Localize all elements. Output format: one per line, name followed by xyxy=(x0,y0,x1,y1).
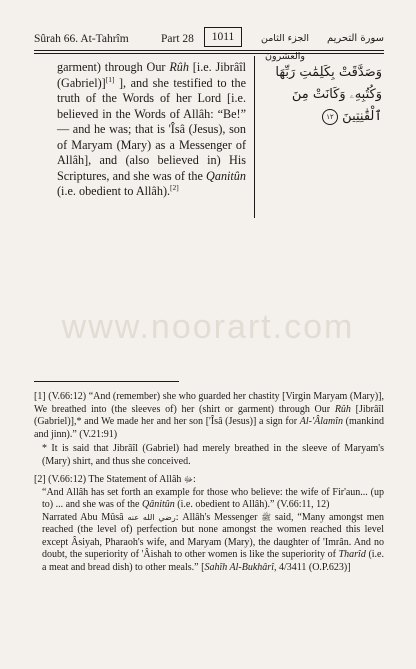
translation-line: (i.e. obedient to Allâh). xyxy=(57,184,171,198)
footnotes xyxy=(34,391,384,574)
header-arabic-surah: سورة التحريم xyxy=(326,33,384,44)
footnote-verse-ref: (V.66:12) xyxy=(48,391,87,402)
footnote-text: The Statement of Allâh xyxy=(86,474,184,485)
translation-text xyxy=(57,60,246,200)
footnote-2-heading xyxy=(34,474,384,487)
footnote-2-hadith xyxy=(34,512,384,575)
footnote-text: : Allâh's Messenger xyxy=(175,511,262,523)
footnote-text: [Jibrâîl (Gabriel)],* and We made her and her son ['Îsâ (Jesus)] a sign for xyxy=(34,403,384,427)
header-rule-top xyxy=(34,50,384,51)
honorific-icon: رضي الله عنه xyxy=(127,512,176,522)
honorific-icon: ﷺ xyxy=(261,512,272,522)
footnote-ruh: Rûh xyxy=(334,403,351,415)
arabic-verse-text: وَصَدَّقَتْ بِكَلِمَٰتِ رَبِّهَا وَكُتُبِهِۦ وَكَانَتْ مِنَ ٱلْقَٰنِتِينَ xyxy=(275,65,382,124)
watermark: www.noorart.com xyxy=(61,308,355,346)
arabic-verse xyxy=(258,62,382,128)
footnote-1-star-note: * It is said that Jibrâîl (Gabriel) had merely breathed in the sleeve of Maryam's (Mary) shirt, and thus she conceived. xyxy=(42,443,384,467)
honorific-icon: ﷻ xyxy=(183,475,193,484)
page-number-box: 1011 xyxy=(204,27,242,47)
footnote-text: : xyxy=(192,474,196,485)
translation-line: garment) through Our xyxy=(57,60,170,74)
footnote-label: [1] xyxy=(34,391,46,402)
header-part: Part 28 xyxy=(161,33,194,45)
column-divider xyxy=(254,56,255,218)
page-header xyxy=(34,30,384,62)
footnote-text: Narrated Abu Mûsâ xyxy=(42,511,128,523)
footnote-text: (i.e. a meat and bread dish) to other meals.” [ xyxy=(42,549,384,573)
footnote-ref-2[interactable]: [2] xyxy=(170,182,179,192)
footnote-2-quote xyxy=(34,487,384,512)
footnote-1 xyxy=(34,391,384,441)
footnote-text: said, “Many amongst men reached (the level of) perfection but none amongst the women reached this level except Âsiyah, Pharaoh's wife, and Maryam (Mary), the daughter of 'Imrân. And no doubt, the superiority of 'Âishah to other women is like the superiority of xyxy=(42,511,385,560)
footnote-sahih: Sahîh Al-Bukhârî xyxy=(204,561,274,573)
footnote-text: , 4/3411 (O.P.623)] xyxy=(273,561,351,573)
footnote-tharid: Tharîd xyxy=(338,549,366,560)
footnote-verse-ref: (V.66:12) xyxy=(48,474,87,485)
header-rule-bottom xyxy=(34,53,384,54)
footnote-text: “And Allâh has set forth an example for those who believe: the wife of Fir'aun... (up to) ... and she was of the xyxy=(42,486,384,510)
translation-ruh: Rûh xyxy=(169,60,189,74)
footnote-ref-1[interactable]: [1] xyxy=(105,74,115,84)
translation-qanitun: Qanitûn xyxy=(206,168,246,183)
footnote-qanitun: Qânitûn xyxy=(141,499,175,510)
footnote-label: [2] xyxy=(34,474,46,485)
footnote-divider xyxy=(34,381,179,382)
footnote-text: (mankind and jinn).” (V.21:91) xyxy=(34,416,384,440)
footnote-text: (i.e. obedient to Allâh).” (V.66:11, 12) xyxy=(174,499,330,510)
footnote-text: “And (remember) she who guarded her chastity [Virgin Maryam (Mary)], We breathed into (the sleeves of) her (shirt or garment) through Our xyxy=(34,391,385,415)
translation-line: [i.e. Jibrâîl (Gabriel)] xyxy=(57,60,246,90)
ayah-number-icon: ١٢ xyxy=(322,109,338,125)
header-arabic-part: الجزء الثامن والعشرون xyxy=(260,33,309,62)
footnote-alamin: Al-'Âlamîn xyxy=(299,416,343,427)
translation-line: ], and she testified to the truth of the Words of her Lord [i.e. believed in the Words of Allâh: “Be!” — and he was; that is 'Îsâ (Jesus), son of Maryam (Mary) as a Messenger of Allâh], and (also believed in) His Scriptures, and she was of the xyxy=(57,75,246,183)
header-surah-title: Sûrah 66. At-Tahrîm xyxy=(34,33,129,45)
